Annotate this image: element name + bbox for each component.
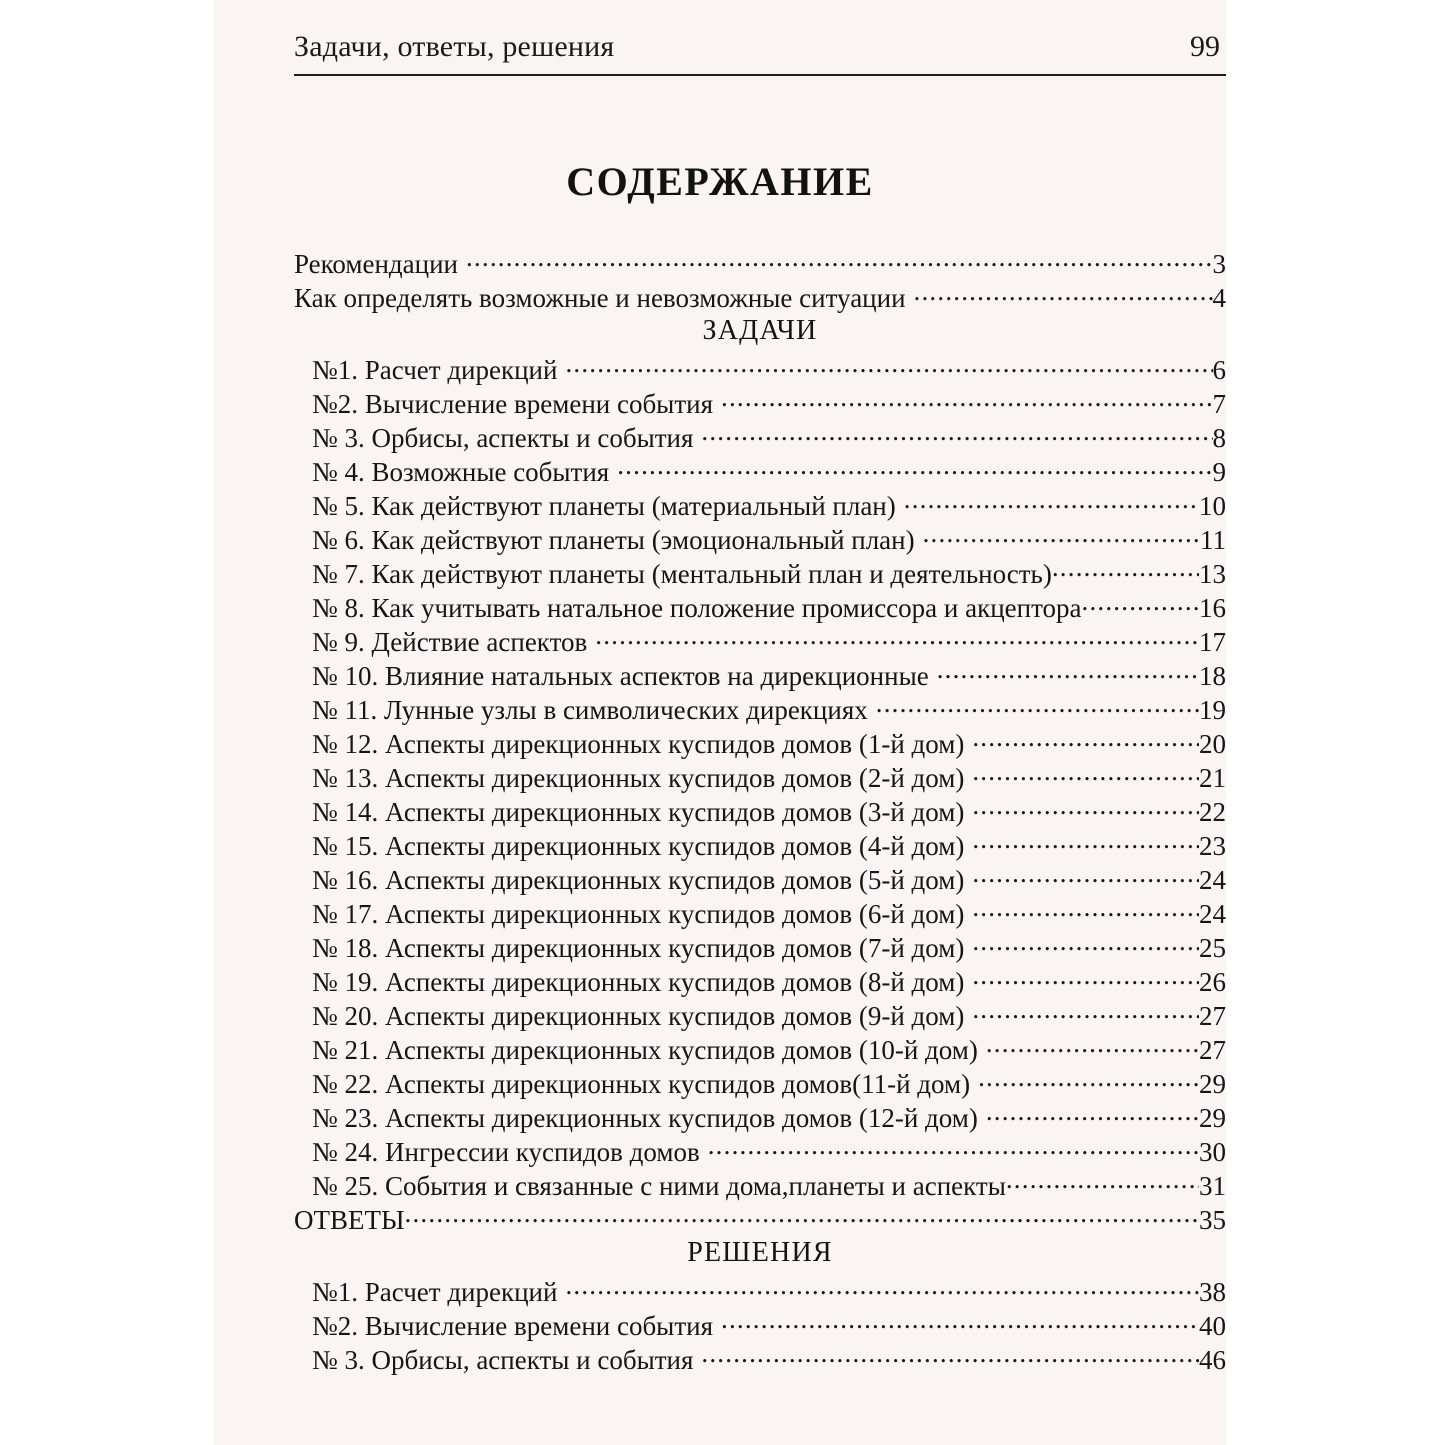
toc-dot-leader [721, 386, 1213, 413]
toc-section-heading: ЗАДАЧИ [702, 315, 818, 346]
toc-entry-page: 17 [1199, 627, 1226, 657]
toc-entry-label: № 3. Орбисы, аспекты и события [312, 1345, 694, 1375]
toc-dot-leader [937, 658, 1199, 685]
toc-entry-page: 6 [1212, 355, 1226, 385]
toc-entry[interactable] [294, 828, 1226, 862]
toc-entry-label: № 6. Как действуют планеты (эмоциональный план) [312, 525, 915, 555]
toc-dot-leader [1082, 590, 1200, 617]
toc-entry-page: 29 [1199, 1069, 1226, 1099]
toc-entry-label: №2. Вычисление времени события [312, 389, 713, 419]
toc-entry[interactable] [294, 386, 1226, 420]
toc-entry-label: № 11. Лунные узлы в символических дирекциях [312, 695, 868, 725]
toc-entry-page: 24 [1199, 899, 1226, 929]
toc-dot-leader [972, 726, 1199, 753]
toc-entry[interactable] [294, 1168, 1226, 1202]
toc-dot-leader [972, 760, 1199, 787]
toc-dot-leader [972, 828, 1199, 855]
toc-entry[interactable] [294, 280, 1226, 314]
toc-entry-page: 19 [1199, 695, 1226, 725]
toc-entry-label: № 8. Как учитывать натальное положение промиссора и акцептора [312, 593, 1082, 623]
toc-entry-page: 9 [1212, 457, 1226, 487]
toc-dot-leader [986, 1032, 1199, 1059]
toc-entry[interactable] [294, 658, 1226, 692]
toc-entry[interactable] [294, 726, 1226, 760]
toc-dot-leader [1006, 1168, 1199, 1195]
toc-entry[interactable] [294, 556, 1226, 590]
toc-dot-leader [972, 896, 1199, 923]
toc-entry-page: 29 [1199, 1103, 1226, 1133]
toc-entry-page: 3 [1212, 249, 1226, 279]
toc-entry-label: № 20. Аспекты дирекционных куспидов домов (9-й дом) [312, 1001, 965, 1031]
toc-entry[interactable] [294, 590, 1226, 624]
toc-dot-leader [617, 454, 1212, 481]
toc-entry-page: 4 [1212, 283, 1226, 313]
toc-entry-label: Рекомендации [294, 249, 458, 279]
toc-entry-label: № 3. Орбисы, аспекты и события [312, 423, 694, 453]
toc-entry-label: №1. Расчет дирекций [312, 1277, 558, 1307]
toc-dot-leader [972, 794, 1199, 821]
toc-dot-leader [565, 352, 1212, 379]
toc-entry-label: № 7. Как действуют планеты (ментальный план и деятельность) [312, 559, 1052, 589]
book-page [214, 0, 1226, 1445]
toc-dot-leader [923, 522, 1200, 549]
toc-entry[interactable] [294, 862, 1226, 896]
toc-entry[interactable] [294, 1134, 1226, 1168]
toc-entry-label: № 12. Аспекты дирекционных куспидов домов (1-й дом) [312, 729, 965, 759]
toc-entry[interactable] [294, 1308, 1226, 1342]
running-header-title: Задачи, ответы, решения [294, 30, 615, 63]
toc-entry-label: № 14. Аспекты дирекционных куспидов домов (3-й дом) [312, 797, 965, 827]
toc-entry-label: №2. Вычисление времени события [312, 1311, 713, 1341]
toc-entry[interactable] [294, 1100, 1226, 1134]
toc-entry-label: № 13. Аспекты дирекционных куспидов домов (2-й дом) [312, 763, 965, 793]
toc-dot-leader [972, 998, 1199, 1025]
toc-dot-leader [721, 1308, 1199, 1335]
toc-entry-label: № 10. Влияние натальных аспектов на дирекционные [312, 661, 929, 691]
toc-entry[interactable] [294, 998, 1226, 1032]
toc-entry-page: 38 [1199, 1277, 1226, 1307]
toc-entry-page: 31 [1199, 1171, 1226, 1201]
toc-entry-label: № 9. Действие аспектов [312, 627, 588, 657]
toc-entry[interactable] [294, 692, 1226, 726]
toc-entry-page: 23 [1199, 831, 1226, 861]
toc-entry-label: № 25. События и связанные с ними дома,планеты и аспекты [312, 1171, 1006, 1201]
toc-entry-label: № 22. Аспекты дирекционных куспидов домов(11-й дом) [312, 1069, 971, 1099]
toc-dot-leader [904, 488, 1199, 515]
table-of-contents [294, 246, 1226, 1376]
toc-entry-label: № 18. Аспекты дирекционных куспидов домов (7-й дом) [312, 933, 965, 963]
toc-entry-label: № 19. Аспекты дирекционных куспидов домов (8-й дом) [312, 967, 965, 997]
toc-entry-label: № 16. Аспекты дирекционных куспидов домов (5-й дом) [312, 865, 965, 895]
toc-dot-leader [1052, 556, 1199, 583]
toc-entry[interactable] [294, 760, 1226, 794]
toc-entry-page: 10 [1199, 491, 1226, 521]
toc-entry-page: 21 [1199, 763, 1226, 793]
toc-dot-leader [405, 1202, 1199, 1229]
toc-entry[interactable] [294, 794, 1226, 828]
toc-dot-leader [876, 692, 1199, 719]
toc-dot-leader [701, 1342, 1199, 1369]
toc-entry-label: № 21. Аспекты дирекционных куспидов домов (10-й дом) [312, 1035, 978, 1065]
toc-entry-label: № 15. Аспекты дирекционных куспидов домов (4-й дом) [312, 831, 965, 861]
toc-entry-label: № 17. Аспекты дирекционных куспидов домов (6-й дом) [312, 899, 965, 929]
toc-entry-page: 7 [1212, 389, 1226, 419]
toc-dot-leader [595, 624, 1199, 651]
toc-dot-leader [986, 1100, 1199, 1127]
toc-entry-label: № 5. Как действуют планеты (материальный план) [312, 491, 896, 521]
toc-entry[interactable] [294, 1066, 1226, 1100]
toc-dot-leader [972, 964, 1199, 991]
toc-entry[interactable] [294, 964, 1226, 998]
toc-entry[interactable] [294, 1202, 1226, 1236]
toc-entry-page: 20 [1199, 729, 1226, 759]
toc-entry[interactable] [294, 624, 1226, 658]
toc-entry-label: № 23. Аспекты дирекционных куспидов домов (12-й дом) [312, 1103, 978, 1133]
toc-entry-page: 25 [1199, 933, 1226, 963]
toc-entry-page: 46 [1199, 1345, 1226, 1375]
toc-entry[interactable] [294, 454, 1226, 488]
toc-entry[interactable] [294, 1342, 1226, 1376]
toc-entry[interactable] [294, 930, 1226, 964]
page-number: 99 [1190, 30, 1220, 63]
toc-entry-label: ОТВЕТЫ [294, 1205, 405, 1235]
toc-dot-leader [466, 246, 1213, 273]
toc-dot-leader [978, 1066, 1199, 1093]
page-content-area [254, 0, 1226, 1445]
toc-entry[interactable] [294, 1274, 1226, 1308]
toc-entry[interactable] [294, 896, 1226, 930]
toc-section-heading: РЕШЕНИЯ [687, 1237, 833, 1268]
toc-entry-page: 26 [1199, 967, 1226, 997]
toc-entry-label: №1. Расчет дирекций [312, 355, 558, 385]
toc-entry[interactable] [294, 420, 1226, 454]
toc-entry-page: 24 [1199, 865, 1226, 895]
toc-dot-leader [701, 420, 1212, 447]
toc-dot-leader [914, 280, 1213, 307]
toc-entry-label: Как определять возможные и невозможные ситуации [294, 283, 906, 313]
toc-entry-page: 30 [1199, 1137, 1226, 1167]
toc-entry-page: 8 [1212, 423, 1226, 453]
toc-entry[interactable] [294, 246, 1226, 280]
toc-entry-page: 11 [1200, 525, 1226, 555]
toc-entry[interactable] [294, 352, 1226, 386]
toc-entry-page: 27 [1199, 1001, 1226, 1031]
toc-entry-page: 40 [1199, 1311, 1226, 1341]
toc-entry-page: 13 [1199, 559, 1226, 589]
toc-entry[interactable] [294, 488, 1226, 522]
toc-entry-page: 22 [1199, 797, 1226, 827]
toc-entry[interactable] [294, 1032, 1226, 1066]
page-title: СОДЕРЖАНИЕ [566, 159, 874, 204]
running-header [294, 30, 1226, 76]
toc-dot-leader [972, 862, 1199, 889]
toc-entry-page: 35 [1199, 1205, 1226, 1235]
toc-entry-page: 16 [1199, 593, 1226, 623]
toc-entry-page: 27 [1199, 1035, 1226, 1065]
toc-dot-leader [565, 1274, 1199, 1301]
toc-entry[interactable] [294, 522, 1226, 556]
toc-entry-label: № 4. Возможные события [312, 457, 610, 487]
toc-dot-leader [708, 1134, 1199, 1161]
header-rule [294, 74, 1226, 76]
toc-entry-label: № 24. Ингрессии куспидов домов [312, 1137, 700, 1167]
toc-dot-leader [972, 930, 1199, 957]
toc-entry-page: 18 [1199, 661, 1226, 691]
